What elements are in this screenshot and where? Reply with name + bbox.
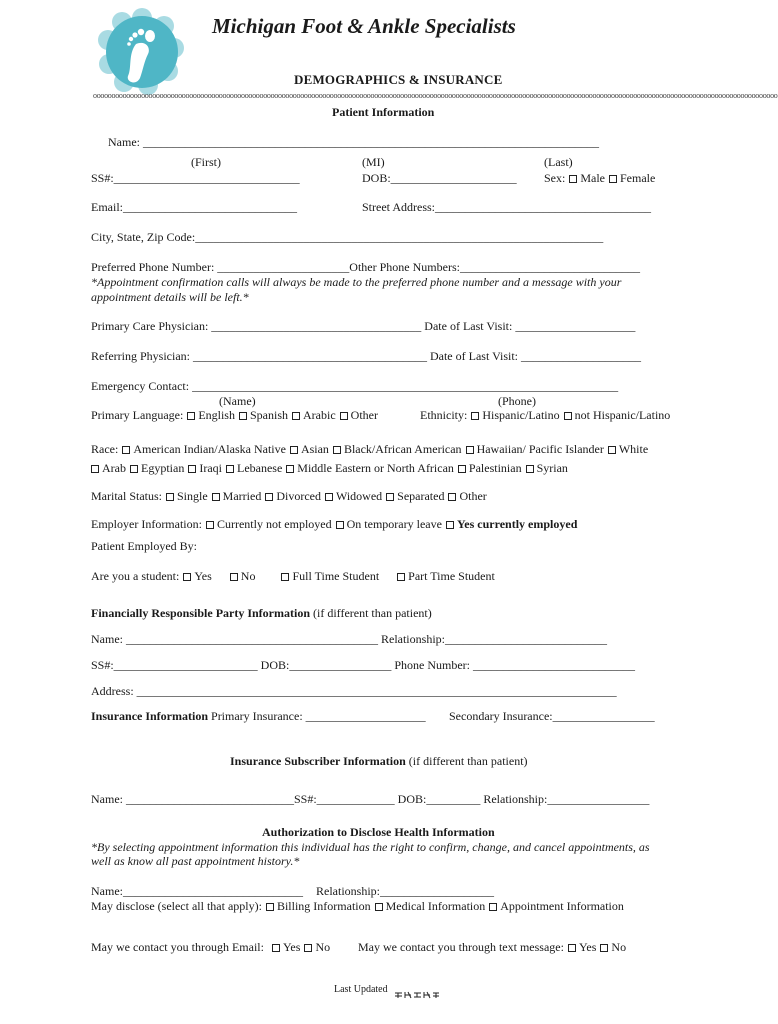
marital-checkbox[interactable] — [166, 493, 174, 501]
ethnicity-label: Ethnicity: — [420, 408, 468, 422]
option-not-hispanic: not Hispanic/Latino — [574, 408, 671, 422]
disclose-group — [91, 899, 624, 913]
employer-checkbox[interactable] — [446, 521, 454, 529]
medical-checkbox[interactable] — [375, 903, 383, 911]
marital-option: Other — [459, 489, 487, 503]
student-option: Yes — [194, 569, 212, 583]
student-yes-checkbox[interactable] — [183, 573, 191, 581]
arabic-checkbox[interactable] — [292, 412, 300, 420]
marital-checkbox[interactable] — [325, 493, 333, 501]
subscriber-row-field[interactable]: Name: ____________________________SS#:_____________ DOB:_________ Relationship:_________________ — [91, 792, 650, 806]
section-heading-authorization: Authorization to Disclose Health Information — [262, 825, 495, 839]
spanish-checkbox[interactable] — [239, 412, 247, 420]
race-checkbox[interactable] — [526, 465, 534, 473]
decorative-border: ooooooooooooooooooooooooooooooooooooooooooooooooooooooooooooooooooooooooooooooooooooooooooooooooooooooooooooooooooooooooooooooooooooooooooooooooooooooooooooooooooooooooooooooooooooooooo — [93, 91, 778, 100]
referring-physician-field[interactable]: Referring Physician: _______________________________________ Date of Last Visit: ____________________ — [91, 349, 642, 363]
race-option: Hawaiian/ Pacific Islander — [476, 442, 604, 456]
race-checkbox[interactable] — [466, 446, 474, 454]
race-option: Egyptian — [141, 461, 185, 475]
authorized-relationship-field[interactable]: Relationship:___________________ — [316, 884, 494, 898]
marital-option: Married — [222, 489, 262, 503]
part-time-checkbox[interactable] — [397, 573, 405, 581]
employer-option: On temporary leave — [346, 517, 442, 531]
date-glyphs-icon — [394, 991, 440, 999]
employer-checkbox[interactable] — [336, 521, 344, 529]
caption-name: (Name) — [219, 394, 256, 408]
female-label: Female — [620, 171, 656, 185]
option-spanish: Spanish — [249, 408, 288, 422]
male-checkbox[interactable] — [569, 175, 577, 183]
employer-option: Currently not employed — [216, 517, 332, 531]
text-yes-checkbox[interactable] — [568, 944, 576, 952]
race-checkbox[interactable] — [290, 446, 298, 454]
race-checkbox[interactable] — [286, 465, 294, 473]
phone-note-line-2: appointment details will be left.* — [91, 290, 249, 304]
primary-care-physician-field[interactable]: Primary Care Physician: ___________________________________ Date of Last Visit: ____________________ — [91, 319, 636, 333]
phone-note-line-1: *Appointment confirmation calls will always be made to the preferred phone number and a message with your — [91, 275, 622, 289]
employer-option: Yes currently employed — [456, 517, 578, 531]
student-option: Part Time Student — [408, 569, 495, 583]
student-option: Full Time Student — [292, 569, 380, 583]
marital-option: Single — [177, 489, 208, 503]
race-option: Arab — [102, 461, 126, 475]
language-label: Primary Language: — [91, 408, 184, 422]
marital-checkbox[interactable] — [386, 493, 394, 501]
last-updated: Last Updated — [334, 984, 388, 995]
student-option: No — [240, 569, 256, 583]
race-option: Asian — [300, 442, 329, 456]
sex-label: Sex: — [544, 171, 566, 185]
financial-heading-bold: Financially Responsible Party Information — [91, 606, 311, 620]
marital-checkbox[interactable] — [212, 493, 220, 501]
disclose-option: Appointment Information — [500, 899, 624, 913]
text-no-checkbox[interactable] — [600, 944, 608, 952]
race-row-2 — [87, 461, 568, 475]
caption-last: (Last) — [544, 155, 573, 169]
phone-numbers-field[interactable]: Preferred Phone Number: ______________________Other Phone Numbers:______________________________ — [91, 260, 640, 274]
marital-option: Divorced — [276, 489, 321, 503]
section-heading-subscriber — [230, 754, 528, 768]
marital-status-group — [91, 489, 487, 503]
contact-text-group — [358, 940, 626, 954]
caption-first: (First) — [191, 155, 221, 169]
employer-info-group — [91, 517, 577, 531]
disclose-option: Billing Information — [276, 899, 371, 913]
option-arabic: Arabic — [303, 408, 336, 422]
email-no-checkbox[interactable] — [304, 944, 312, 952]
not-hispanic-checkbox[interactable] — [564, 412, 572, 420]
dob-field[interactable]: DOB:_____________________ — [362, 171, 517, 185]
authorization-note-line-1: *By selecting appointment information this individual has the right to confirm, change, and cancel appointments, as — [91, 840, 650, 854]
form-subtitle: DEMOGRAPHICS & INSURANCE — [294, 72, 503, 87]
caption-mi: (MI) — [362, 155, 385, 169]
student-no-checkbox[interactable] — [230, 573, 238, 581]
disclose-label: May disclose (select all that apply): — [91, 899, 262, 913]
marital-option: Separated — [397, 489, 445, 503]
race-checkbox[interactable] — [91, 465, 99, 473]
marital-label: Marital Status: — [91, 489, 162, 503]
contact-email-group — [91, 940, 330, 954]
emergency-contact-field[interactable]: Emergency Contact: _______________________________________________________________________ — [91, 379, 619, 393]
patient-name-field[interactable]: Name: ____________________________________________________________________________ — [108, 135, 599, 149]
logo-footprint-icon — [98, 8, 186, 96]
street-address-field[interactable]: Street Address:____________________________________ — [362, 200, 651, 214]
race-row-1 — [91, 442, 648, 456]
financial-ss-dob-phone-field[interactable]: SS#:________________________ DOB:_________________ Phone Number: ___________________________ — [91, 658, 636, 672]
marital-checkbox[interactable] — [448, 493, 456, 501]
insurance-info-label: Insurance Information — [91, 709, 209, 723]
ethnicity-group — [420, 408, 670, 422]
email-yes-label: Yes — [282, 940, 301, 954]
race-checkbox[interactable] — [188, 465, 196, 473]
disclose-option: Medical Information — [385, 899, 486, 913]
race-option: Syrian — [536, 461, 568, 475]
ss-field[interactable]: SS#:_______________________________ — [91, 171, 300, 185]
race-checkbox[interactable] — [608, 446, 616, 454]
authorized-name-field[interactable]: Name:______________________________ — [91, 884, 303, 898]
contact-text-label: May we contact you through text message: — [358, 940, 564, 954]
billing-checkbox[interactable] — [266, 903, 274, 911]
race-checkbox[interactable] — [122, 446, 130, 454]
page-title: Michigan Foot & Ankle Specialists — [212, 14, 516, 38]
secondary-insurance-field[interactable]: Secondary Insurance:_________________ — [449, 709, 655, 723]
primary-insurance-line: Primary Insurance: ____________________ — [208, 709, 426, 723]
subscriber-heading-bold: Insurance Subscriber Information — [230, 754, 406, 768]
patient-employed-by-field[interactable]: Patient Employed By: — [91, 539, 197, 553]
race-option: American Indian/Alaska Native — [133, 442, 286, 456]
city-state-zip-field[interactable]: City, State, Zip Code:____________________________________________________________________ — [91, 230, 604, 244]
option-language-other: Other — [350, 408, 378, 422]
section-heading-patient: Patient Information — [332, 105, 435, 119]
option-english: English — [198, 408, 235, 422]
employer-checkbox[interactable] — [206, 521, 214, 529]
primary-language-group — [91, 408, 378, 422]
option-hispanic: Hispanic/Latino — [482, 408, 560, 422]
financial-name-field[interactable]: Name: __________________________________________ Relationship:___________________________ — [91, 632, 607, 646]
student-group — [91, 569, 495, 583]
marital-option: Widowed — [335, 489, 383, 503]
section-heading-financial — [91, 606, 432, 620]
caption-phone: (Phone) — [498, 394, 536, 408]
race-option: Black/African American — [343, 442, 462, 456]
race-checkbox[interactable] — [458, 465, 466, 473]
male-label: Male — [580, 171, 605, 185]
authorization-note-line-2: well as know all past appointment history.* — [91, 854, 300, 868]
primary-insurance-field[interactable] — [91, 709, 426, 723]
race-option: White — [618, 442, 649, 456]
subscriber-heading-rest: (if different than patient) — [405, 754, 528, 768]
financial-address-field[interactable]: Address: ________________________________________________________________________________ — [91, 684, 617, 698]
marital-checkbox[interactable] — [265, 493, 273, 501]
appointment-checkbox[interactable] — [489, 903, 497, 911]
text-yes-label: Yes — [578, 940, 597, 954]
race-checkbox[interactable] — [226, 465, 234, 473]
race-option: Lebanese — [236, 461, 283, 475]
race-checkbox[interactable] — [130, 465, 138, 473]
email-no-label: No — [315, 940, 331, 954]
employer-label: Employer Information: — [91, 517, 202, 531]
race-checkbox[interactable] — [333, 446, 341, 454]
last-updated-date-scribble — [394, 986, 440, 994]
race-option: Iraqi — [199, 461, 222, 475]
hispanic-checkbox[interactable] — [471, 412, 479, 420]
race-option: Middle Eastern or North African — [297, 461, 454, 475]
contact-email-label: May we contact you through Email: — [91, 940, 264, 954]
female-checkbox[interactable] — [609, 175, 617, 183]
race-option: Palestinian — [468, 461, 522, 475]
financial-heading-rest: (if different than patient) — [310, 606, 432, 620]
race-label: Race: — [91, 442, 119, 456]
full-time-checkbox[interactable] — [281, 573, 289, 581]
email-field[interactable]: Email:_____________________________ — [91, 200, 297, 214]
english-checkbox[interactable] — [187, 412, 195, 420]
student-label: Are you a student: — [91, 569, 180, 583]
sex-group — [544, 171, 655, 185]
email-yes-checkbox[interactable] — [272, 944, 280, 952]
text-no-label: No — [611, 940, 627, 954]
language-other-checkbox[interactable] — [340, 412, 348, 420]
